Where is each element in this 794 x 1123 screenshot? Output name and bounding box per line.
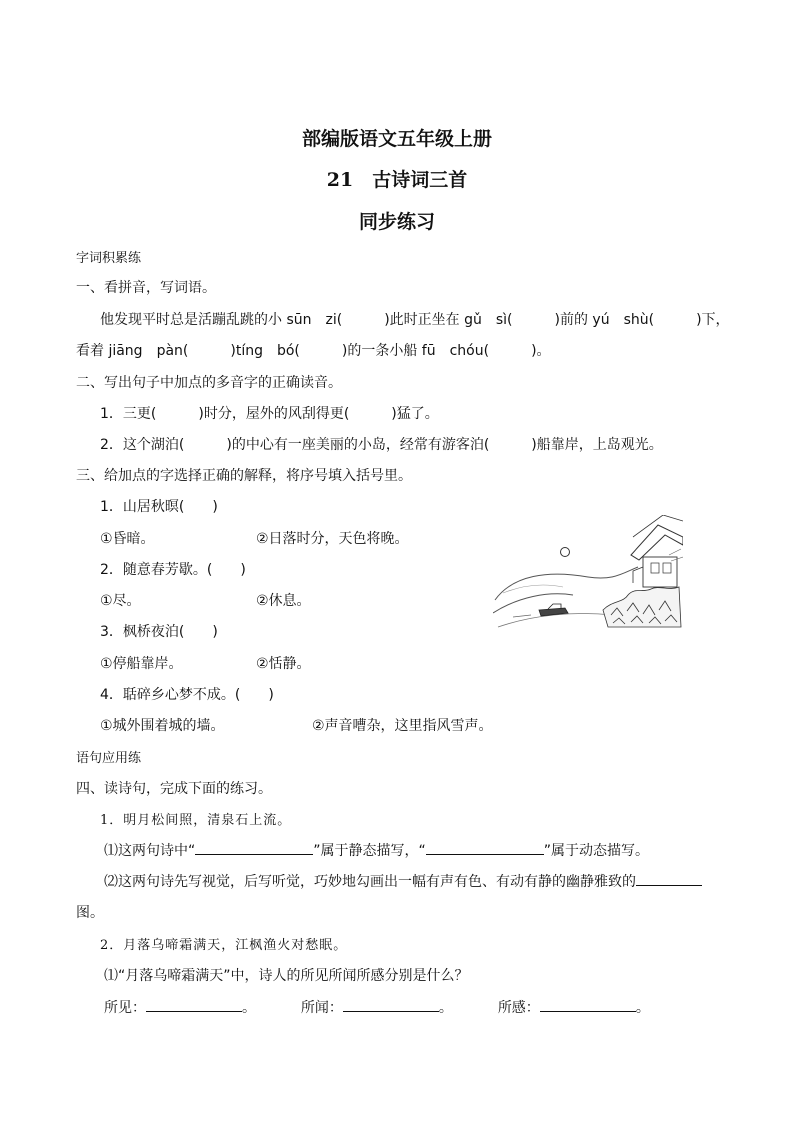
poem-1-question-1 — [104, 840, 649, 860]
question-text: ”属于静态描写，“ — [313, 843, 426, 859]
question-3-item-1: 1．山居秋暝( ) — [100, 499, 218, 515]
question-3-item-2: 2．随意春芳歇。( ) — [100, 562, 246, 578]
period: 。 — [635, 1000, 650, 1016]
felt-blank[interactable] — [540, 999, 636, 1012]
section-heading-application: 语句应用练 — [76, 751, 142, 766]
question-2-item-2: 2．这个湖泊( )的中心有一座美丽的小岛，经常有游客泊( )船靠岸，上岛观光。 — [100, 437, 663, 453]
question-4-heading: 四、读诗句，完成下面的练习。 — [76, 781, 272, 797]
question-3-item-3: 3．枫桥夜泊( ) — [100, 624, 218, 640]
question-3-item-4: 4．聒碎乡心梦不成。( ) — [100, 687, 274, 703]
question-text: ”属于动态描写。 — [543, 843, 650, 859]
question-2-heading: 二、写出句子中加点的多音字的正确读音。 — [76, 375, 342, 391]
question-3-item-1-option-a: ①昏暗。 — [100, 531, 155, 547]
seen-label: 所见： — [104, 1000, 146, 1016]
question-text: ⑵这两句诗先写视觉，后写听觉，巧妙地勾画出一幅有声有色、有动有静的幽静雅致的 — [104, 874, 636, 890]
question-1-line-1: 他发现平时总是活蹦乱跳的小 sūn zi( )此时正坐在 gǔ sì( )前的 yú shù( )下， — [100, 312, 730, 328]
section-heading-vocab: 字词积累练 — [76, 251, 142, 266]
question-text: ⑴这两句诗中“ — [104, 843, 196, 859]
heard-label: 所闻： — [300, 1000, 343, 1016]
question-3-item-1-option-b: ②日落时分，天色将晚。 — [256, 531, 409, 547]
static-description-blank[interactable] — [195, 842, 313, 855]
question-3-item-3-option-b: ②恬静。 — [256, 656, 311, 672]
lesson-title: 21 古诗词三首 — [326, 169, 468, 191]
question-3-item-2-option-a: ①尽。 — [100, 593, 141, 609]
question-3-item-4-option-b: ②声音嘈杂，这里指风雪声。 — [312, 718, 493, 734]
question-3-item-3-option-a: ①停船靠岸。 — [100, 656, 183, 672]
question-3-item-4-option-a: ①城外围着城的墙。 — [100, 718, 225, 734]
question-1-heading: 一、看拼音，写词语。 — [76, 280, 216, 296]
period: 。 — [242, 1000, 256, 1016]
heard-blank[interactable] — [343, 999, 439, 1012]
landscape-illustration — [493, 515, 683, 633]
felt-label: 所感： — [497, 1000, 540, 1016]
poem-1: 1．明月松间照，清泉石上流。 — [100, 813, 292, 828]
question-2-item-1: 1．三更( )时分，屋外的风刮得更( )猛了。 — [100, 406, 439, 422]
question-3-item-2-option-b: ②休息。 — [256, 593, 311, 609]
question-3-heading: 三、给加点的字选择正确的解释，将序号填入括号里。 — [76, 468, 412, 484]
poem-2: 2．月落乌啼霜满天，江枫渔火对愁眠。 — [100, 938, 348, 953]
seen-blank[interactable] — [146, 999, 242, 1012]
answer-row — [104, 997, 650, 1017]
period: 。 — [438, 1000, 453, 1016]
poem-1-question-2-end: 图。 — [76, 905, 104, 921]
dynamic-description-blank[interactable] — [426, 842, 544, 855]
poem-1-question-2 — [104, 871, 702, 891]
scene-blank[interactable] — [636, 873, 702, 886]
subtitle: 同步练习 — [358, 211, 435, 233]
poem-2-question-1: ⑴“月落乌啼霜满天”中，诗人的所见所闻所感分别是什么？ — [104, 968, 469, 984]
question-1-line-2: 看着 jiāng pàn( )tíng bó( )的一条小船 fū chóu( )。 — [76, 343, 551, 359]
document-title: 部编版语文五年级上册 — [301, 128, 492, 150]
